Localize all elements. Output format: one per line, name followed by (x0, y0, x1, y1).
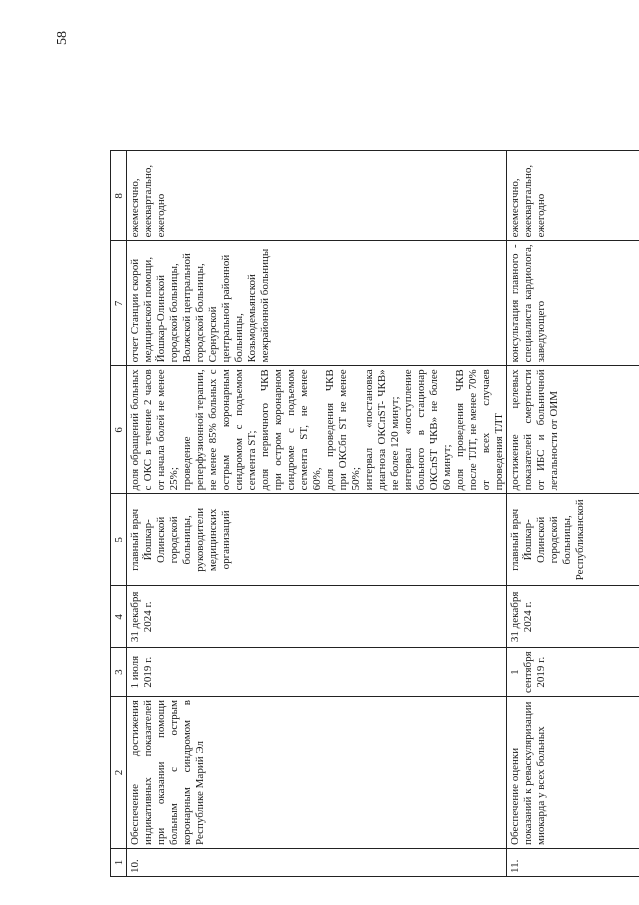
col-num-7: 7 (111, 241, 127, 366)
row-number: 11. (507, 849, 639, 877)
report-cell: отчет Станции скорой медицинской помощи, Йошкар-Олинской городской больницы, Волжской центральной городской больницы, Сернурской центральной районной больницы, Козьмодемьянской межрайонной больницы (127, 241, 507, 366)
activity-cell: Обеспечение оценки показаний к реваскуляризации миокарда у всех больных (507, 697, 639, 849)
frequency-cell: ежемесячно, ежеквартально, ежегодно (507, 151, 639, 241)
col-num-5: 5 (111, 494, 127, 586)
responsible-cell: главный врач Йошкар-Олинской городской больницы, руководители медицинских организаций (127, 494, 507, 586)
frequency-cell: ежемесячно, ежеквартально, ежегодно (127, 151, 507, 241)
col-num-6: 6 (111, 366, 127, 494)
row-number: 10. (127, 849, 507, 877)
col-num-1: 1 (111, 849, 127, 877)
end-date-cell: 31 декабря 2024 г. (507, 586, 639, 648)
col-num-3: 3 (111, 648, 127, 697)
table-row (127, 151, 507, 877)
col-num-2: 2 (111, 697, 127, 849)
start-date-cell: 1 сентября 2019 г. (507, 648, 639, 697)
responsible-cell: главный врач Йошкар-Олинской городской больницы, Республиканской (507, 494, 639, 586)
column-number-row (111, 151, 127, 877)
col-num-8: 8 (111, 151, 127, 241)
end-date-cell: 31 декабря 2024 г. (127, 586, 507, 648)
report-cell: консультация главного - специалиста кардиолога, заведующего (507, 241, 639, 366)
indicators-cell: доля обращений больных с ОКС в течение 2 часов от начала болей не менее 25%; проведение реперфузионной терапии, не менее 85% больных с острым коронарным синдромом с подъемом сегмента ST; доля первичного ЧКВ при остром коронарном синдроме с подъемом сегмента ST, не менее 60%, доля проведения ЧКВ при ОКСбп ST не менее 50%; интервал «постановка диагноза ОКСпST- ЧКВ» не более 120 минут; интервал «поступление больного в стационар ОКСпST ЧКВ» не более 60 минут; доля проведения ЧКВ после ТЛТ, не менее 70% от всех случаев проведения ТЛТ (127, 366, 507, 494)
start-date-cell: 1 июля 2019 г. (127, 648, 507, 697)
indicators-cell: достижение целевых показателей смертности от ИБС и больничной летальности от ОИМ (507, 366, 639, 494)
measures-table (110, 150, 639, 877)
col-num-4: 4 (111, 586, 127, 648)
page-number: 58 (55, 31, 70, 45)
activity-cell: Обеспечение достижения индикативных показателей при оказании помощи больным с острым коронарным синдромом в Республике Марий Эл (127, 697, 507, 849)
table-row (507, 151, 639, 877)
